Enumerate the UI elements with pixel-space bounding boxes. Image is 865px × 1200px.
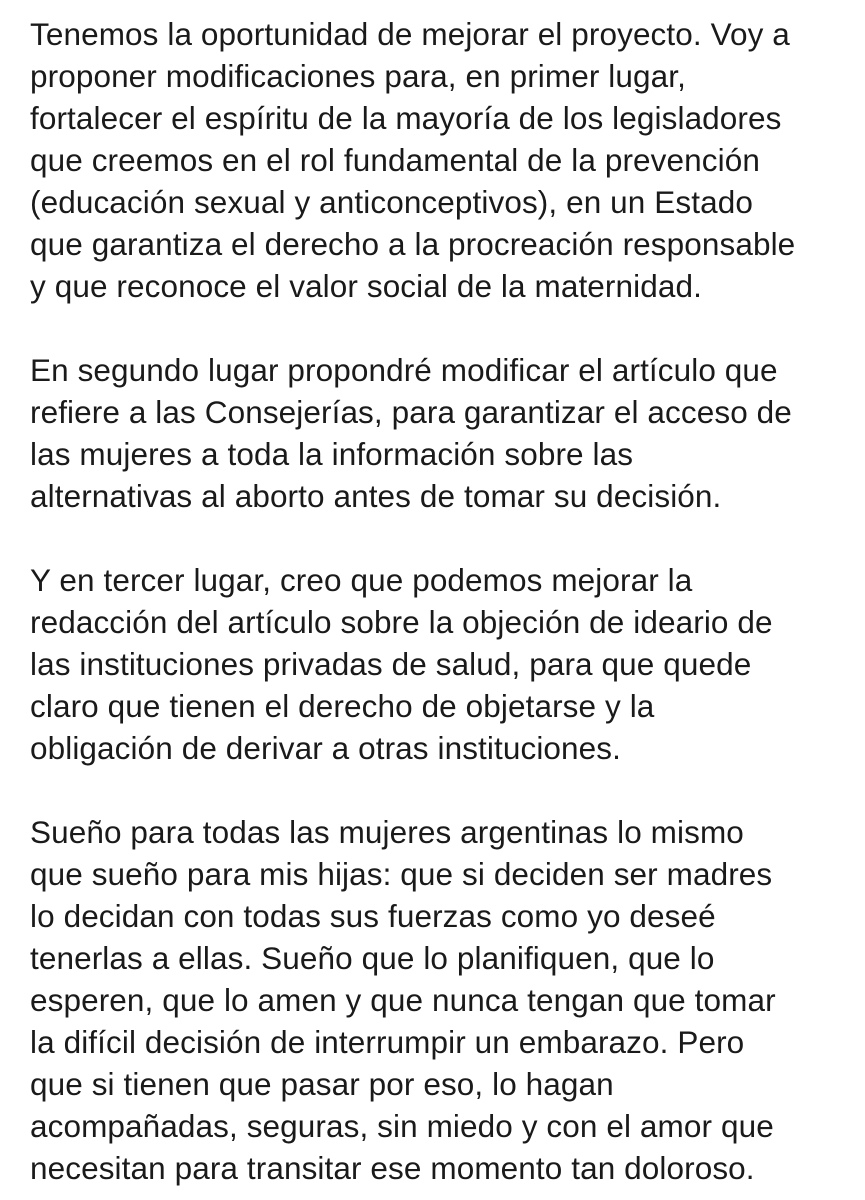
text-line: alternativas al aborto antes de tomar su decisión. [30,478,722,514]
text-line: acompañadas, seguras, sin miedo y con el amor que [30,1108,774,1144]
text-line: refiere a las Consejerías, para garantizar el acceso de [30,394,792,430]
text-line: Y en tercer lugar, creo que podemos mejorar la [30,562,693,598]
text-line: que garantiza el derecho a la procreación responsable [30,226,796,262]
text-line: Tenemos la oportunidad de mejorar el proyecto. Voy a [30,16,790,52]
text-line: Sueño para todas las mujeres argentinas lo mismo [30,814,744,850]
text-line: (educación sexual y anticonceptivos), en un Estado [30,184,753,220]
paragraph-1 [30,13,835,307]
text-line: redacción del artículo sobre la objeción de ideario de [30,604,773,640]
text-line: tenerlas a ellas. Sueño que lo planifiquen, que lo [30,940,715,976]
text-line: que si tienen que pasar por eso, lo hagan [30,1066,614,1102]
paragraph-3 [30,559,835,769]
text-line: que creemos en el rol fundamental de la prevención [30,142,760,178]
paragraph-4 [30,811,835,1189]
text-line: que sueño para mis hijas: que si deciden ser madres [30,856,773,892]
paragraph-2 [30,349,835,517]
text-line: obligación de derivar a otras instituciones. [30,730,621,766]
text-line: las instituciones privadas de salud, para que quede [30,646,752,682]
text-line: la difícil decisión de interrumpir un embarazo. Pero [30,1024,745,1060]
text-line: y que reconoce el valor social de la maternidad. [30,268,702,304]
text-line: las mujeres a toda la información sobre las [30,436,634,472]
text-line: En segundo lugar propondré modificar el artículo que [30,352,778,388]
text-line: claro que tienen el derecho de objetarse y la [30,688,655,724]
text-line: fortalecer el espíritu de la mayoría de los legisladores [30,100,782,136]
text-line: proponer modificaciones para, en primer lugar, [30,58,686,94]
text-line: lo decidan con todas sus fuerzas como yo deseé [30,898,716,934]
paragraphs-container [30,13,835,1189]
text-line: esperen, que lo amen y que nunca tengan que tomar [30,982,776,1018]
text-line: necesitan para transitar ese momento tan doloroso. [30,1150,755,1186]
